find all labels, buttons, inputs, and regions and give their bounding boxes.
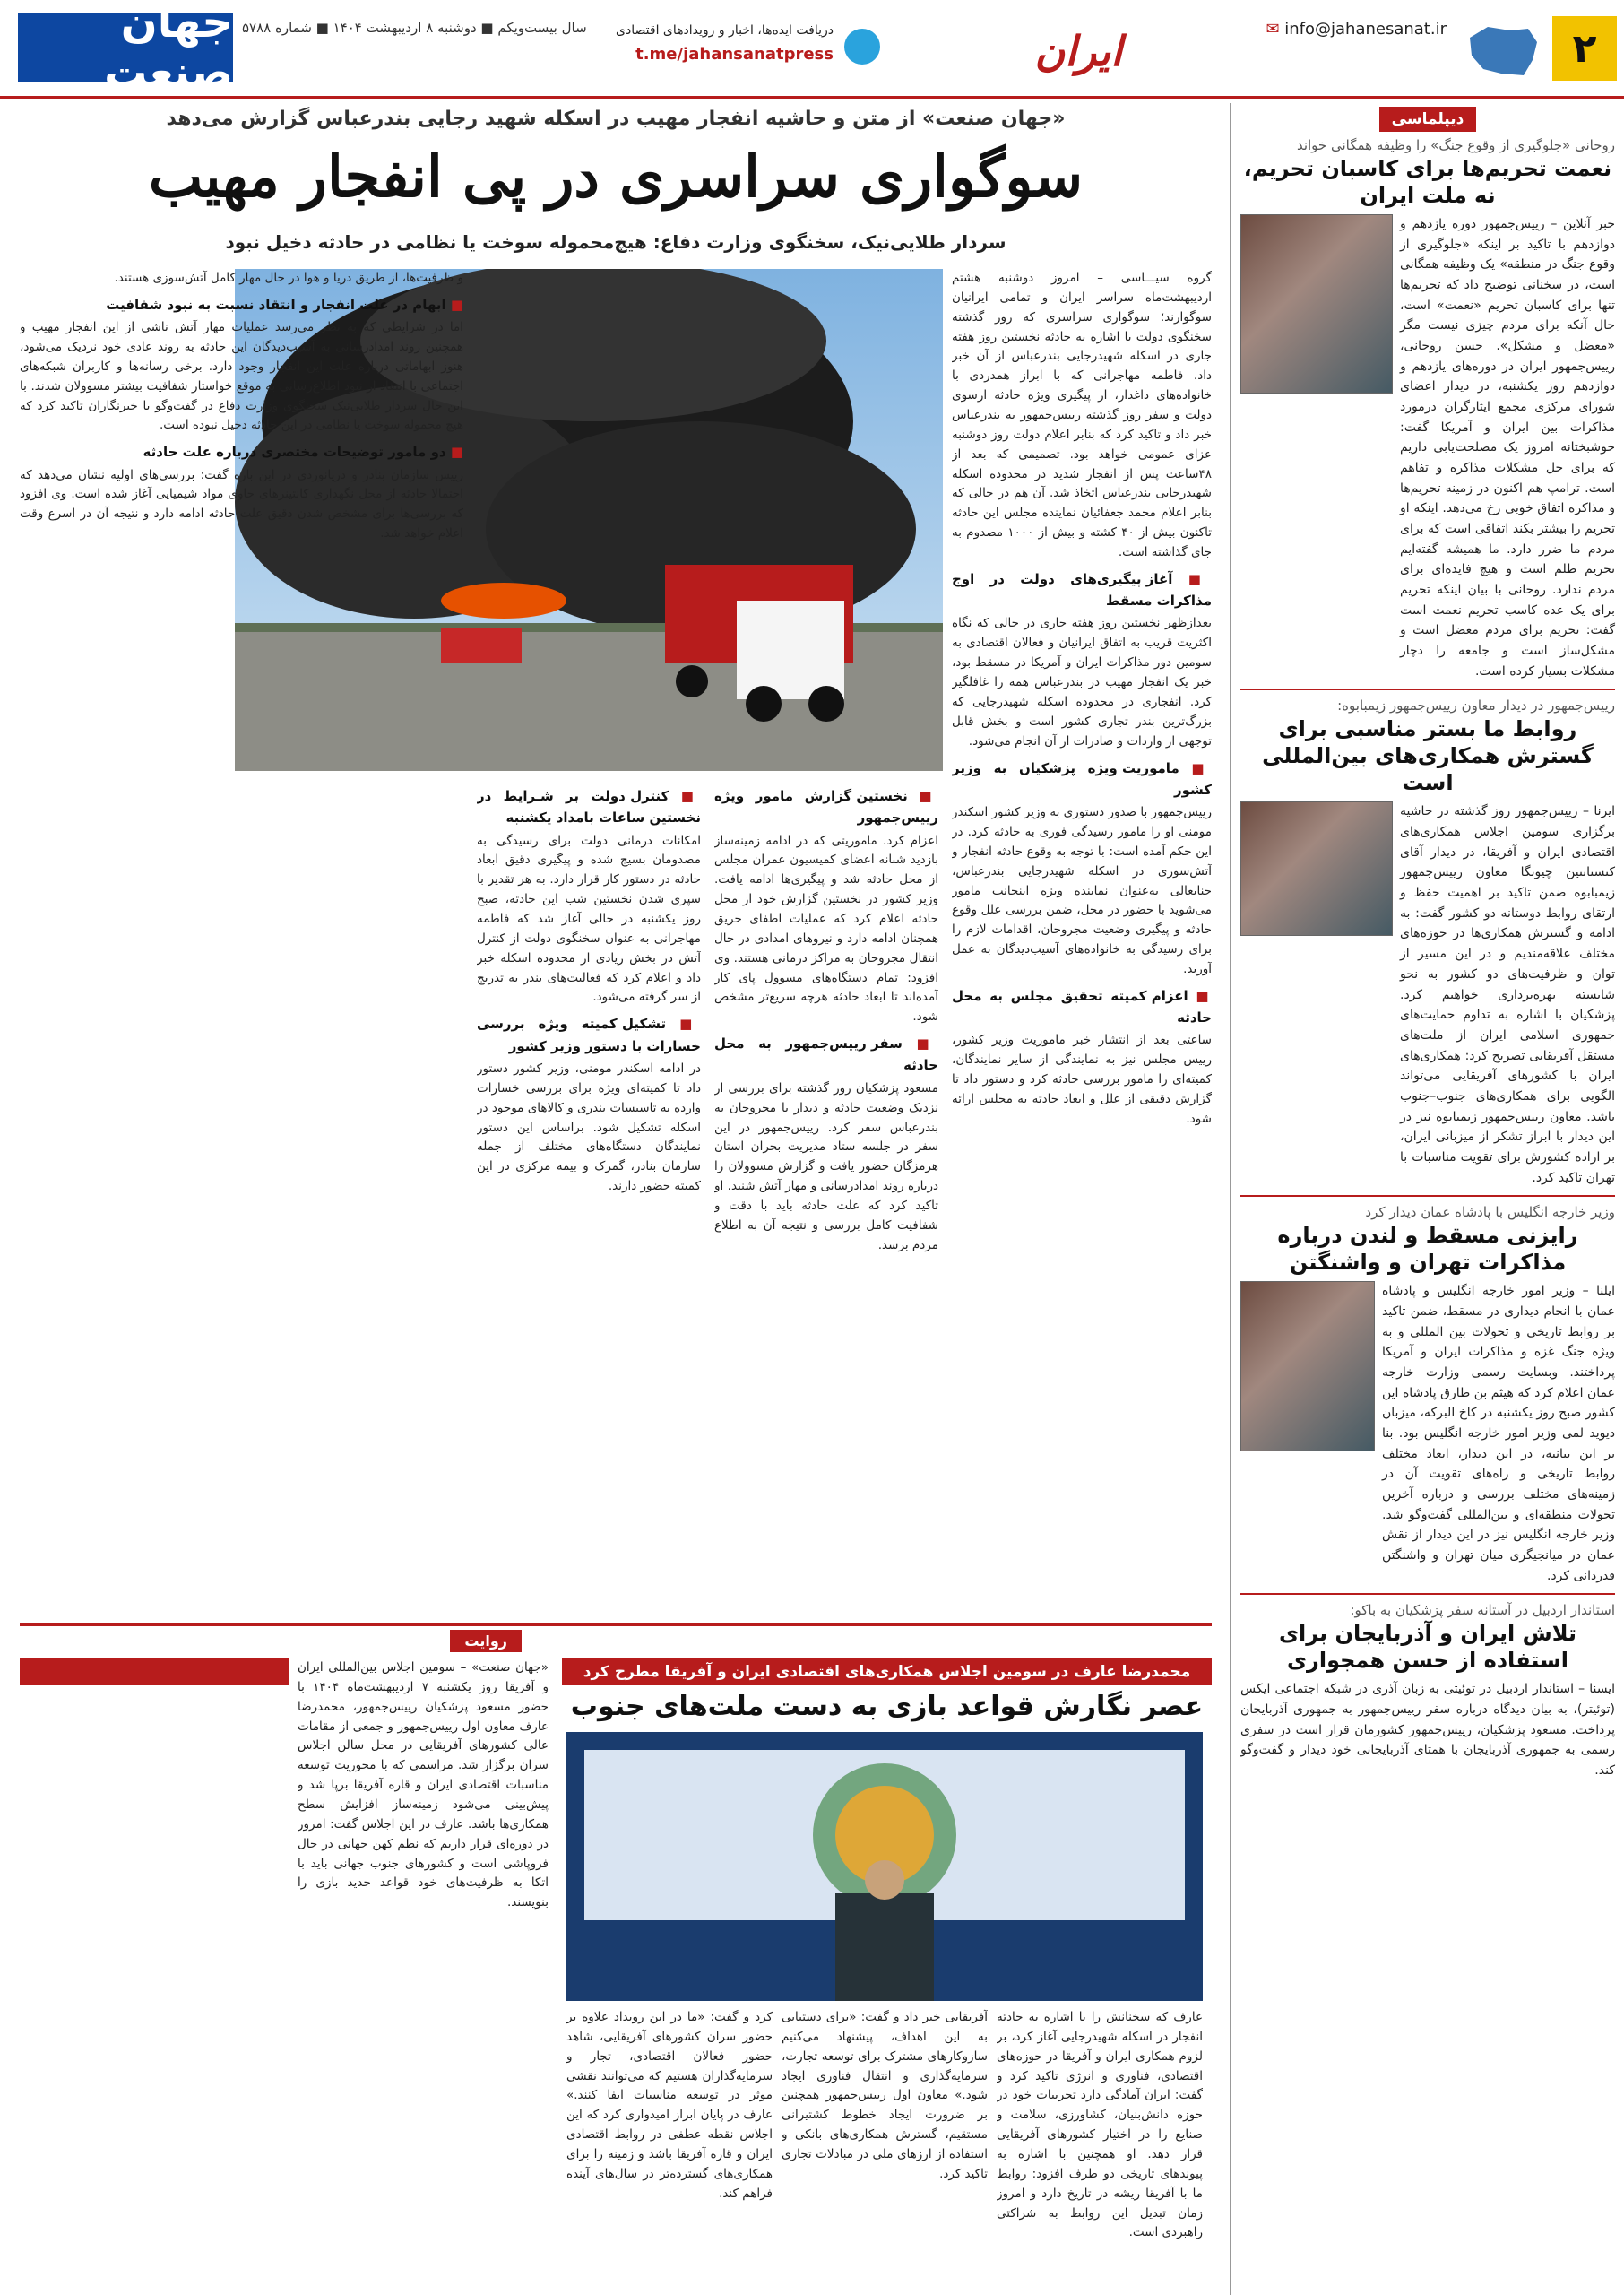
main-column-2: ■ نخستین گزارش مامور ویژه رییس‌جمهور اعزام کرد. ماموریتی که در ادامه زمینه‌ساز بازدید شبانه اعضای کمیسیون عمران مجلس از محل حادثه شد و پیگیری‌ها ادامه یافت. وزیر کشور در نخستین گزارش خود از محل حادثه اعلام کرد که عملیات اطفای حریق همچنان ادامه دارد و نیروهای امدادی در حال انتقال مجروحان به مراکز درمانی هستند. وی افزود: تمام دستگاه‌های مسوول پای کار آمده‌اند تا ابعاد حادثه هرچه سریع‌تر مشخص شود. ■ سفر رییس‌جمهور به محل حادثه مسعود پزشکیان روز گذشته برای بررسی از نزدیک وضعیت حادثه و دیدار با مجروحان به بندرعباس سفر کرد. رییس‌جمهور در این سفر در جلسه ستاد مدیریت بحران استان هرمزگان حضور یافت و گزارش مسوولان را درباره روند امدادرسانی و مهار آتش شنید. او تاکید کرد که علت حادثه باید با دقت و شفافیت کامل بررسی و نتیجه آن به اطلاع مردم برسد. bbox=[714, 780, 938, 1614]
main-column-1: گروه سیـــاسی – امروز دوشنبه هشتم اردیبهشت‌ماه سراسر ایران و تمامی ایرانیان سوگوارند؛ سوگواری سراسری که روز گذشته سخنگوی دولت با اشاره به حادثه نخستین روز هفته جاری در اسکله شهیدرجایی بندرعباس از آن خبر داد. فاطمه مهاجرانی که با ابراز همدردی با خانواده‌های داغدار، از پیگیری ویژه حادثه ازسوی دولت و سفر روز گذشته رییس‌جمهور به بندرعباس خبر داد و تاکید کرد که بنابر اعلام دولت روز دوشنبه عزای عمومی خواهد بود. تصمیمی که بعد از ۴۸ساعت پس از انفجار شدید در محدوده اسکله شهیدرجایی بندرعباس اتخاذ شد. آن هم در حالی که بنابر اعلام محمد جعفائیان نماینده مجلس این حادثه تاکنون بیش از ۴۰ کشته و بیش از ۱۰۰۰ مصدوم به جای گذاشته است. ■ آغاز پیگیری‌های دولت در اوج مذاکرات مسقط بعدازظهر نخستین روز هفته جاری در حالی که نگاه اکثریت قریب به اتفاق ایرانیان و فعالان اقتصادی به سومین دور مذاکرات ایران و آمریکا در مسقط بود، خبر یک انفجار مهیب در بندرعباس همه را غافلگیر کرد. انفجاری در محدوده اسکله شهیدرجایی که بزرگ‌ترین بندر تجاری کشور است و بخش قابل توجهی از واردات و صادرات از آن انجام می‌شود. ■ ماموریت ویژه پزشکیان به وزیر کشور رییس‌جمهور با صدور دستوری به وزیر کشور اسکندر مومنی او را مامور رسیدگی فوری به حادثه کرد. در این حکم آمده است: با توجه به وقوع حادثه انفجار و آتش‌سوزی در اسکله شهیدرجایی بندرعباس، جنابعالی به‌عنوان نماینده ویژه اینجانب مامور می‌شوید با حضور در محل، ضمن بررسی علل وقوع حادثه و پیگیری وضعیت مجروحان، اقدامات لازم را برای رسیدگی به خانواده‌های آسیب‌دیدگان به عمل آورید. ■ اعزام کمیته تحقیق مجلس به محل حادثه ساعتی بعد از انتشار خبر ماموریت وزیر کشور، رییس مجلس نیز به نمایندگی از سایر نمایندگان، کمیته‌ای را مامور بررسی حادثه کرد و دستور داد تا گزارش دقیقی از علل و ابعاد حادثه به مجلس ارائه شود. bbox=[952, 269, 1212, 1614]
conference-scene bbox=[566, 1732, 1203, 2001]
bottom-column-4: کرد و گفت: «ما در این رویداد علاوه بر حضور سران کشورهای آفریقایی، شاهد حضور فعالان اقتصادی، تجار و سرمایه‌گذاران هستیم که می‌توانند نقشی موثر در توسعه مناسبات ایفا کنند.» عارف در پایان ابراز امیدواری کرد که این اجلاس نقطه عطفی در روابط اقتصادی ایران و قاره آفریقا باشد و زمینه را برای همکاری‌های گسترده‌تر در سال‌های آینده فراهم کند. bbox=[566, 2010, 773, 2201]
main-supertitle: «جهان صنعت» از متن و حاشیه انفجار مهیب در اسکله شهید رجایی بندرعباس گزارش می‌دهد bbox=[166, 108, 1066, 130]
story-kicker: روحانی «جلوگیری از وقوع جنگ» را وظیفه همگانی خواند bbox=[1296, 137, 1615, 153]
bottom-column-2: عارف که سخنانش را با اشاره به حادثه انفجار در اسکله شهیدرجایی آغاز کرد، بر لزوم همکاری ایران و آفریقا در حوزه‌های اقتصادی، فناوری و انرژی تاکید کرد و گفت: ایران آمادگی دارد تجربیات خود در حوزه دانش‌بنیان، کشاورزی، سلامت و صنایع را در اختیار کشورهای آفریقایی قرار دهد. او همچنین با اشاره به پیوندهای تاریخی دو طرف افزود: روابط ما با آفریقا ریشه در تاریخ دارد و امروز زمان تبدیل این روابط به شراکتی راهبردی است. bbox=[997, 2010, 1203, 2240]
bottom-column-3: آفریقایی خبر داد و گفت: «برای دستیابی به این اهداف، پیشنهاد می‌کنیم سازوکارهای مشترک برای توسعه تجارت، سرمایه‌گذاری و انتقال فناوری ایجاد شود.» معاون اول رییس‌جمهور همچنین بر ضرورت ایجاد خطوط کشتیرانی مستقیم، گسترش همکاری‌های بانکی و استفاده از ارزهای ملی در مبادلات تجاری تاکید کرد. bbox=[782, 2010, 988, 2181]
iran-map-icon bbox=[1461, 20, 1542, 82]
main-headline[interactable]: سوگواری سراسری در پی انفجار مهیب bbox=[148, 143, 1084, 211]
section-tab-narrative: روایت bbox=[450, 1630, 522, 1652]
story-title[interactable]: رایزنی مسقط و لندن درباره مذاکرات تهران و واشنگتن bbox=[1277, 1223, 1578, 1276]
issue-info: سال بیست‌ویکم ■ دوشنبه ۸ اردیبهشت ۱۴۰۴ ■ شماره ۵۷۸۸ bbox=[242, 20, 587, 36]
bottom-kicker: محمدرضا عارف در سومین اجلاس همکاری‌های اقتصادی ایران و آفریقا مطرح کرد bbox=[562, 1658, 1212, 1685]
sidebar-story-1 bbox=[1240, 137, 1615, 681]
email-icon: ✉ bbox=[1266, 20, 1285, 39]
story-title[interactable]: روابط ما بستر مناسبی برای گسترش همکاری‌های بین‌المللی است bbox=[1262, 716, 1594, 796]
story-kicker: استاندار اردبیل در آستانه سفر پزشکیان به باکو: bbox=[1350, 1602, 1615, 1619]
story-body: ایرنا – رییس‌جمهور روز گذشته در حاشیه برگزاری سومین اجلاس همکاری‌های اقتصادی ایران و آفریقا، در دیدار آقای کنستانتین چیونگا معاون رییس‌جمهور زیمبابوه ضمن تاکید بر اهمیت حفظ و ارتقای روابط دوستانه دو کشور گفت: به ادامه و گسترش همکاری‌ها در حوزه‌های مختلف علاقه‌مندیم و در این مسیر از توان و ظرفیت‌های دو کشور به نحو شایسته بهره‌برداری خواهیم کرد. پزشکیان با اشاره به تداوم حمایت‌های جمهوری اسلامی ایران از ملت‌های مستقل آفریقایی تصریح کرد: همکاری‌های ایران با کشورهای آفریقایی می‌تواند الگویی برای همکاری‌های جنوب–جنوب باشد. معاون رییس‌جمهور زیمبابوه نیز در این دیدار با ابراز تشکر از میزبانی ایران، بر اراده کشورش برای تقویت مناسبات با تهران تاکید کرد. bbox=[1400, 804, 1615, 1185]
bottom-kicker-short bbox=[20, 1658, 289, 1685]
story-kicker: رییس‌جمهور در دیدار معاون رییس‌جمهور زیمبابوه: bbox=[1337, 697, 1615, 714]
bottom-column-1: «جهان صنعت» – سومین اجلاس بین‌المللی ایران و آفریقا روز یکشنبه ۷ اردیبهشت‌ماه ۱۴۰۴ با حضور مسعود پزشکیان رییس‌جمهور، محمدرضا عارف معاون اول رییس‌جمهور و جمعی از مقامات عالی کشورهای آفریقایی در محل سالن اجلاس سران برگزار شد. مراسمی که با محوریت توسعه مناسبات اقتصادی ایران و قاره آفریقا برپا شد و پیش‌بینی می‌شود زمینه‌ساز افزایش سطح همکاری‌ها باشد. عارف در این اجلاس گفت: امروز در دوره‌ای قرار داریم که نظم کهن جهانی در حال فروپاشی است و کشورهای جنوب جهانی باید با اتکا به ظرفیت‌های خود قواعد جدید بازی را بنویسند. bbox=[298, 1660, 549, 1910]
main-column-3: ■ کنترل دولت بر شـرایط در نخستین ساعات بامداد یکشنبه امکانات درمانی دولت برای رسیدگی به مصدومان بسیج شده و پیگیری دقیق ابعاد حادثه در دستور کار قرار دارد. به هر تقدیر با سپری شدن نخستین شب این حادثه، صبح روز یکشنبه در حالی آغاز شد که فاطمه مهاجرانی به عنوان سخنگوی دولت از کنترل آتش در بخش زیادی از محدوده اسکله خبر داد و اعلام کرد که فعالیت‌های بندر به تدریج از سر گرفته می‌شود. ■ تشکیل کمیته ویژه بررسی خسارات با دستور وزیر کشور در ادامه اسکندر مومنی، وزیر کشور دستور داد تا کمیته‌ای ویژه برای بررسی خسارات وارده به تاسیسات بندری و کالاهای موجود در اسکله تشکیل شود. براساس این دستور نمایندگان دستگاه‌های مختلف از جمله سازمان بنادر، گمرک و بیمه مرکزی در این کمیته حضور دارند. bbox=[477, 780, 701, 1614]
telegram-icon bbox=[844, 29, 880, 65]
rouhani-photo bbox=[1240, 214, 1393, 394]
story-title[interactable]: تلاش ایران و آذربایجان برای استفاده از حسن همجواری bbox=[1279, 1621, 1576, 1674]
oman-photo bbox=[1240, 1281, 1375, 1451]
conference-photo bbox=[566, 1732, 1203, 2001]
sidebar-story-3 bbox=[1240, 1204, 1615, 1586]
story-body: ایسنا – استاندار اردبیل در توئیتی به زبان آذری در شبکه اجتماعی ایکس (توئیتر)، به بیان دیدگاه درباره سفر رییس‌جمهور به جمهوری آذربایجان پرداخت. مسعود پزشکیان، رییس‌جمهور کشورمان قرار است در سفری رسمی به جمهوری آذربایجان با همتای آذربایجانی خود دیدار و گفت‌وگو کند. bbox=[1240, 1682, 1615, 1778]
main-subhead: سردار طلایی‌نیک، سخنگوی وزارت دفاع: هیچ‌محموله سوخت یا نظامی در حادثه دخیل نبود bbox=[225, 231, 1006, 253]
telegram-promo[interactable]: دریافت ایده‌ها، اخبار و رویدادهای اقتصادی t.me/jahansanatpress bbox=[583, 16, 887, 88]
newspaper-logo: جهان صنعت bbox=[18, 13, 233, 82]
telegram-link[interactable]: t.me/jahansanatpress bbox=[635, 45, 834, 64]
meeting-photo bbox=[1240, 801, 1393, 936]
sidebar-story-4 bbox=[1240, 1602, 1615, 1780]
story-kicker: وزیر خارجه انگلیس با پادشاه عمان دیدار کرد bbox=[1365, 1204, 1615, 1221]
main-column-4: و ظرفیت‌ها، از طریق دریا و هوا در حال مهار کامل آتش‌سوزی هستند. ■ ابهام در علت انفجار و انتقاد نسبت به نبود شفافیت اما در شرایطی که به نظر می‌رسد عملیات مهار آتش ناشی از این انفجار مهیب و همچنین روند امدادرسانی به آسیب‌دیدگان این حادثه به روند عادی خود نزدیک می‌شود، هنوز ابهاماتی درباره علت این انفجار وجود دارد. برخی رسانه‌ها و کاربران شبکه‌های اجتماعی با انتقاد از نبود اطلاع‌رسانی به موقع خواستار شفافیت بیشتر مسوولان شدند. با این حال سردار طلایی‌نیک سخنگوی وزارت دفاع در گفت‌وگو با خبرنگاران تاکید کرد که هیچ محموله سوخت یا نظامی در این حادثه دخیل نبوده است. ■ دو مامور توضیحات مختصری درباره علت حادثه رییس سازمان بنادر و دریانوردی در این باره گفت: بررسی‌های اولیه نشان می‌دهد که احتمالا حادثه از محل نگهداری کانتینرهای حاوی مواد شیمیایی آغاز شده است. وی افزود که بررسی‌ها برای مشخص شدن دقیق علت حادثه ادامه دارد و نتیجه آن در اسرع وقت اعلام خواهد شد. bbox=[20, 269, 463, 1614]
sidebar-story-2 bbox=[1240, 697, 1615, 1188]
section-tab-diplomacy: دیپلماسی bbox=[1379, 107, 1477, 132]
page-number: ۲ bbox=[1552, 16, 1617, 81]
email-address[interactable]: ✉ info@jahanesanat.ir bbox=[1266, 20, 1447, 39]
story-title[interactable]: نعمت تحریم‌ها برای کاسبان تحریم، نه ملت ایران bbox=[1243, 156, 1612, 208]
masthead bbox=[0, 0, 1624, 99]
bottom-divider bbox=[20, 1623, 1212, 1626]
sidebar bbox=[1230, 103, 1624, 2295]
story-body: خبر آنلاین – رییس‌جمهور دوره یازدهم و دوازدهم با تاکید بر اینکه «جلوگیری از وقوع جنگ در منطقه» یک وظیفه همگانی است، در سخنانی توضیح داد که تحریم‌ها تنها برای کاسبان تحریم «نعمت» است، حال آنکه برای مردم چیزی نیست مگر «معضل و مشکل». حسن روحانی، رییس‌جمهور ایران در دوره‌های یازدهم و دوازدهم روز یکشنبه، در دیدار اعضای شورای مرکزی مجمع ایثارگران درمورد مذاکرات بین ایران و آمریکا گفت: خوشبختانه امروز یک مصلحت‌یابی داریم که برای حل مشکلات مذاکره و تفاهم است. ترامپ هم اکنون در زمینه تحریم‌ها و مذاکره اتفاق خوبی رخ می‌دهد. اینکه او تحریم را بیشتر بکند اتفاقی است که برای مردم ما ضرر دارد. ما همیشه گفته‌ایم تحریم ظلم است و هیچ فایده‌ای برای مردم ندارد. روحانی با بیان اینکه تحریم برای یک عده کاسب تحریم نعمت است گفت: تحریم برای مردم معضل است و مشکل‌ساز است و جامعه را دچار مشکلات بسیار کرده است. bbox=[1400, 217, 1615, 679]
story-body: ایلنا – وزیر امور خارجه انگلیس و پادشاه عمان با انجام دیداری در مسقط، ضمن تاکید بر روابط تاریخی و تحولات بین المللی و به ویژه جنگ غزه و مذاکرات ایران و آمریکا پرداختند. وبسایت رسمی وزارت خارجه عمان اعلام کرد که هیثم بن طارق پادشاه این کشور صبح روز یکشنبه در کاخ البرکه، میزبان دیوید لمی وزیر امور خارجه انگلیس بود. بنا بر این بیانیه، در این دیدار، ابعاد مختلف روابط تاریخی و راه‌های تقویت آن در زمینه‌های مختلف بررسی و درباره آخرین تحولات منطقه‌ای و بین‌المللی گفت‌وگو شد. وزیر خارجه انگلیس نیز در این دیدار از نقش عمان در میانجیگری میان تهران و واشنگتن قدردانی کرد. bbox=[1382, 1284, 1615, 1583]
section-title: ایران bbox=[1034, 27, 1122, 75]
bottom-title[interactable]: عصر نگارش قواعد بازی به دست ملت‌های جنوب bbox=[570, 1691, 1204, 1722]
